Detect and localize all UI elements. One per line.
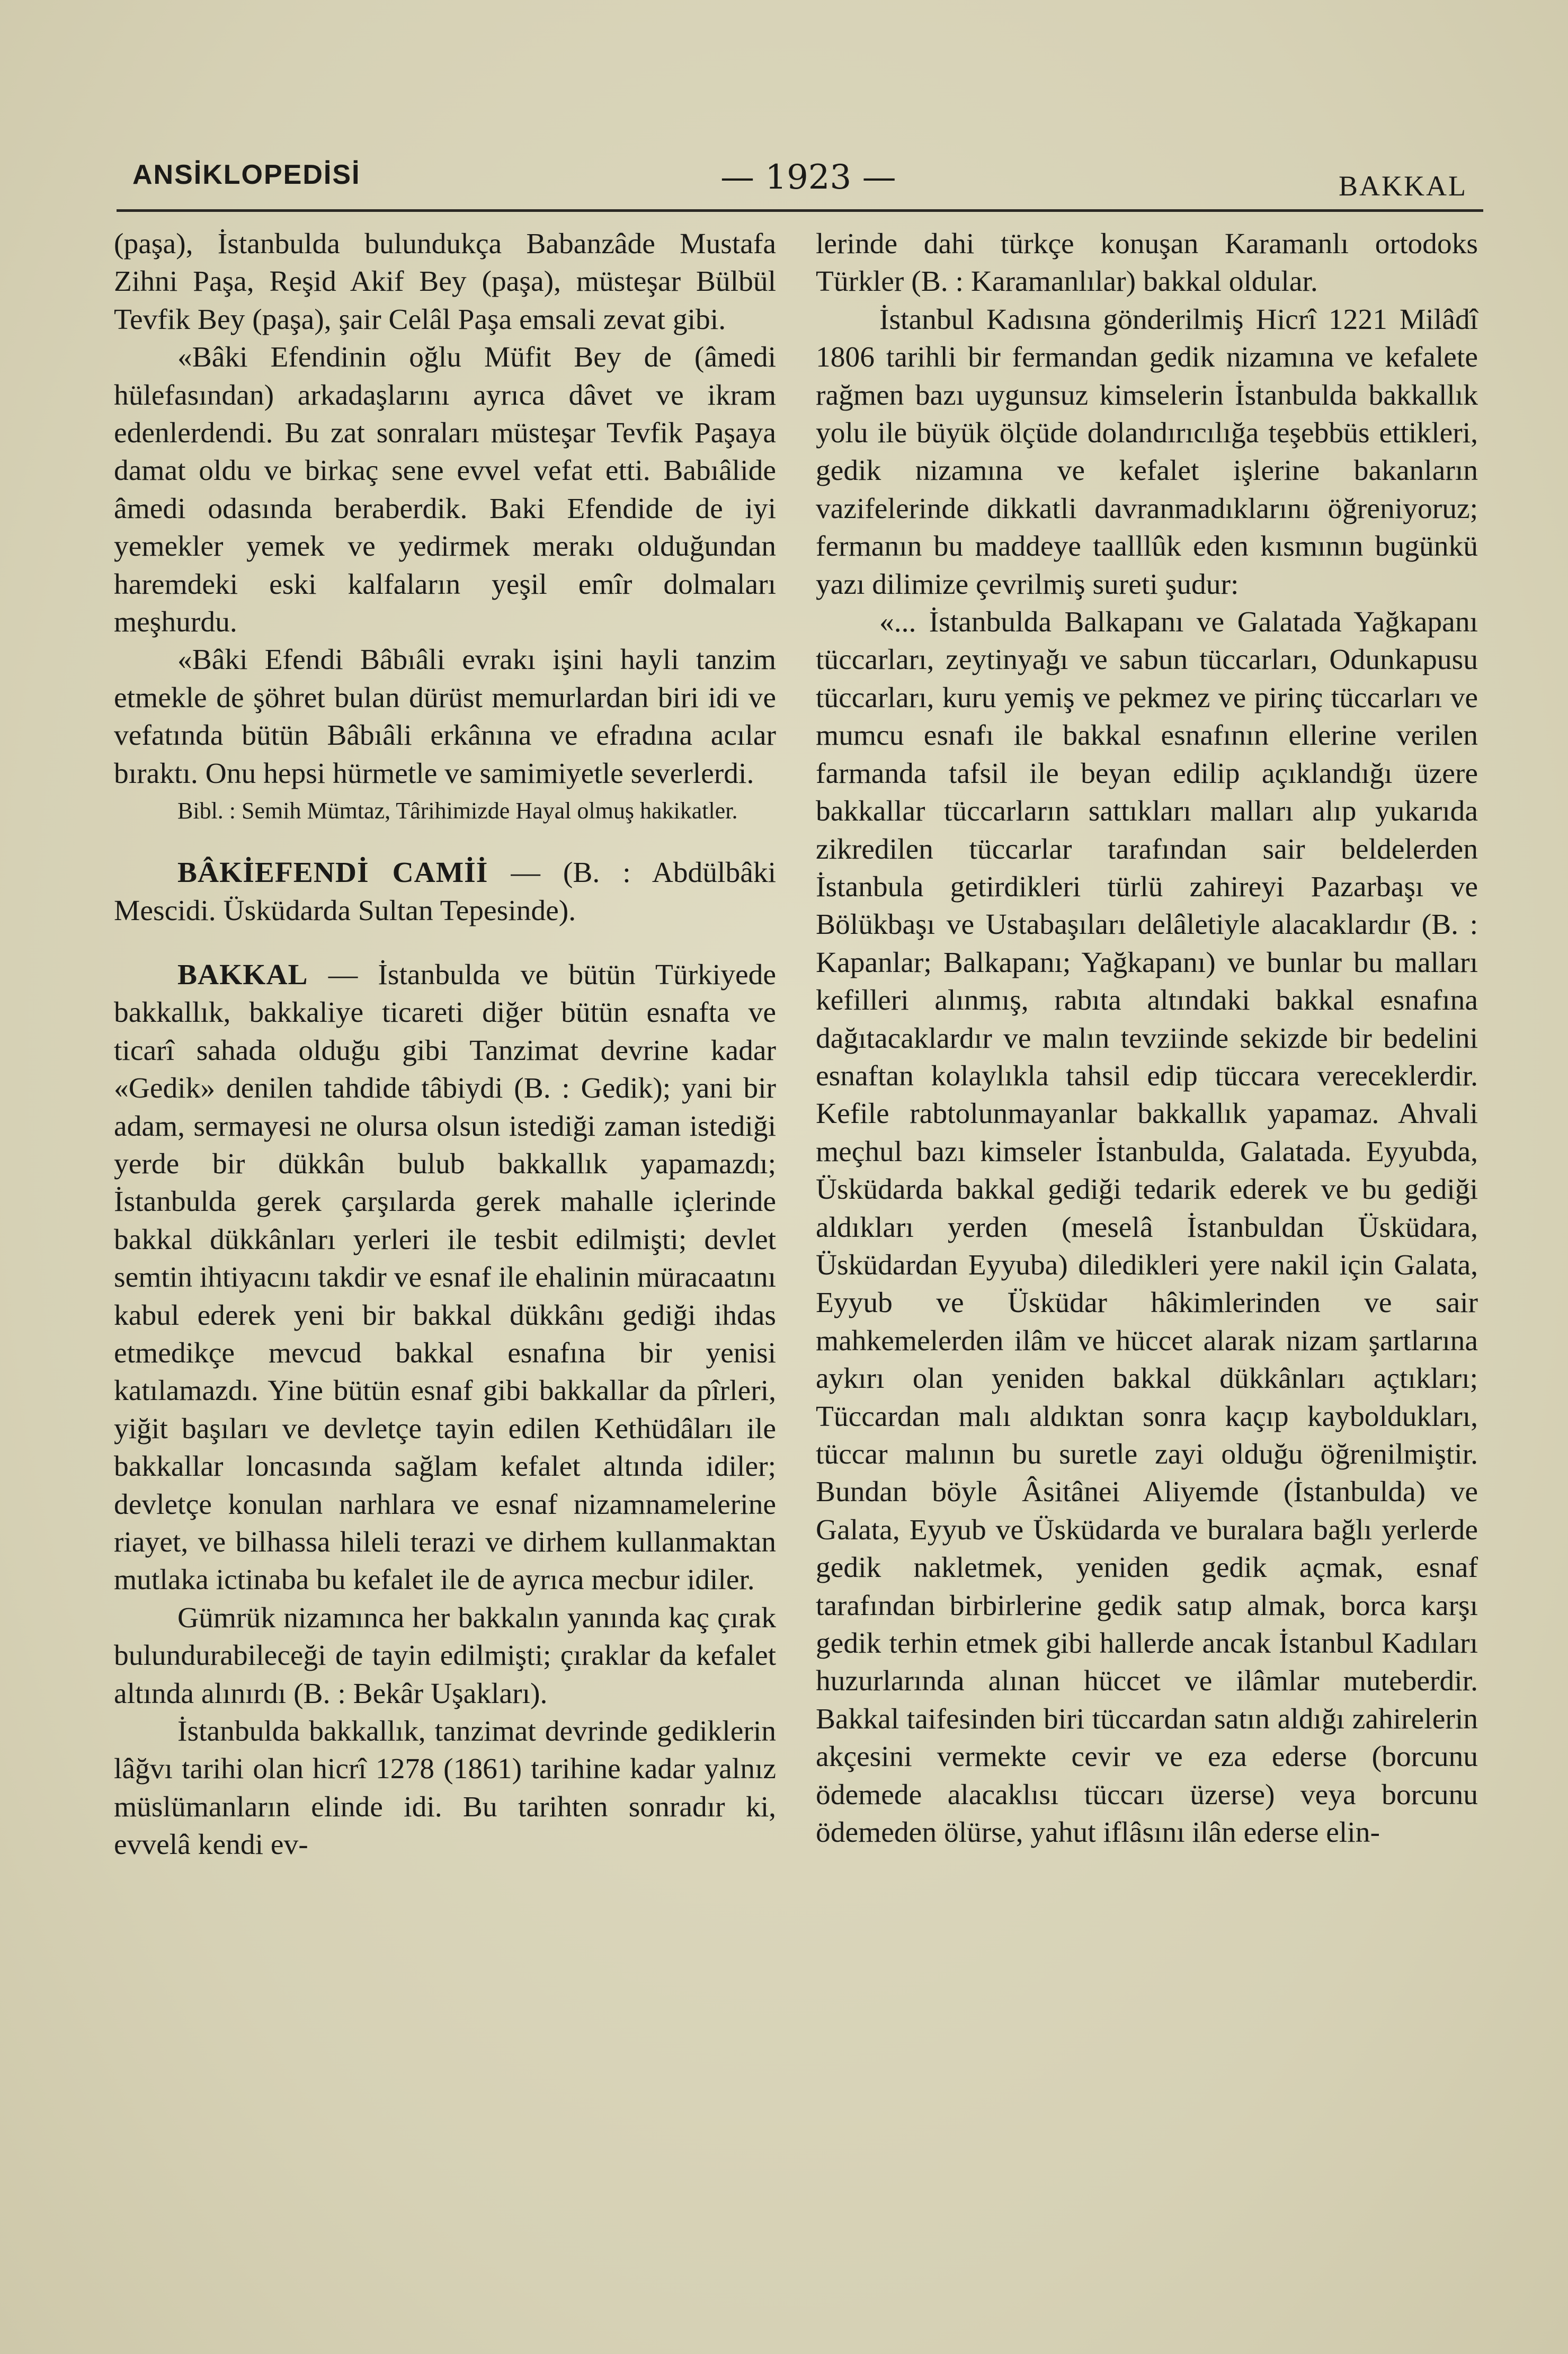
paragraph: lerinde dahi türkçe konuşan Karamanlı ortodoks Türkler (B. : Karamanlılar) bakkal oldular. (816, 228, 1478, 298)
paragraph: (paşa), İstanbulda bulundukça Babanzâde Mustafa Zihni Paşa, Reşid Akif Bey (paşa), müsteşar Bülbül Tevfik Bey (paşa), şair Celâl Paşa emsali zevat gibi. (114, 228, 776, 336)
left-column (114, 225, 776, 1864)
running-head-right: BAKKAL (1339, 170, 1467, 202)
bibliography: Bibl. : Semih Mümtaz, Târihimizde Hayal olmuş hakikatler. (177, 798, 738, 824)
page-number: — 1923 — (720, 158, 896, 197)
paragraph: İstanbulda bakkallık, tanzimat devrinde gediklerin lâğvı tarihi olan hicrî 1278 (1861) tarihine kadar yalnız müslümanların elinde idi. Bu tarihten sonradır ki, evvelâ kendi ev- (114, 1715, 776, 1861)
quoted-ferman: «... İstanbulda Balkapanı ve Galatada Yağkapanı tüccarları, zeytinyağı ve sabun tüccarları, Odunkapusu tüccarları, kuru yemiş ve pekmez ve pirinç tüccarları ve mumcu esnafı ile bakkal esnafının ellerine verilen farmanda tafsil ile beyan edilip açıklandığı üzere bakkallar tüccarların sattıkları malları alıp yukarıda zikredilen tüccarlar tarafından sair beldelerden İstanbula getirdikleri türlü zahireyi Pazarbaşı ve Bölükbaşı ve Ustabaşıları delâletiyle alacaklardır (B. : Kapanlar; Balkapanı; Yağkapanı) ve bunlar bu malları kefilleri alınmış, rabıta altındaki bakkal esnafına dağıtacaklardır ve malın tevziinde sekizde bir bedelini esnaftan kolaylıkla tahsil edip tüccara vereceklerdir. Kefile rabtolunmayanlar bakkallık yapamaz. Ahvali meçhul bazı kimseler İstanbulda, Galatada. Eyyubda, Üsküdarda bakkal gediği tedarik ederek ve bu gediği aldıkları yerden (meselâ İstanbuldan Üsküdara, Üsküdardan Eyyuba) diledikleri yere nakil için Galata, Eyyub ve Üsküdar hâkimlerinden ve sair mahkemelerden ilâm ve hüccet alarak nizam şartlarına aykırı olan yeniden bakkal dükkânları açtıkları; Tüccardan malı aldıktan sonra kaçıp kayboldukları, tüccar malının bu suretle zayi olduğu öğrenilmiştir. Bundan böyle Âsitânei Aliyemde (İstanbulda) ve Galata, Eyyub ve Üsküdarda ve buralara bağlı yerlerde gedik nakletmek, yeniden gedik açmak, esnaf tarafından birbirlerine gedik satıp almak, borca karşı gedik terhin etmek gibi hallerde ancak İstanbul Kadıları huzurlarında alınan hüccet ve ilâmlar muteberdir. Bakkal taifesinden biri tüccardan satın aldığı zahirelerin akçesini vermekte cevir ve eza ederse (borcunu ödemede alacaklısı tüccarı üzerse) veya borcunu ödemeden ölürse, yahut iflâsını ilân ederse elin- (816, 606, 1478, 1849)
entry-bakiefendi-camii (114, 854, 776, 930)
entry-bakkal (114, 956, 776, 1599)
entry-text: — (B. : Abdülbâki Mescidi. Üsküdarda Sultan Tepesinde). (114, 857, 776, 927)
right-column (816, 225, 1478, 1851)
running-head-left: ANSİKLOPEDİSİ (132, 159, 361, 190)
paragraph: «Bâki Efendinin oğlu Müfit Bey de (âmedi hülefasından) arkadaşlarını ayrıca dâvet ve ikram edenlerdendi. Bu zat sonraları müsteşar Tevfik Paşaya damat oldu ve birkaç sene evvel vefat etti. Babıâlide âmedi odasında beraberdik. Baki Efendide de iyi yemekler yemek ve yedirmek merakı olduğundan haremdeki eski kalfaların yeşil emîr dolmaları meşhurdu. (114, 341, 776, 639)
paragraph: İstanbul Kadısına gönderilmiş Hicrî 1221 Milâdî 1806 tarihli bir fermandan gedik nizamına ve kefalete rağmen bazı uygunsuz kimselerin İstanbulda bakkallık yolu ile büyük ölçüde dolandırıcılığa teşebbüs ettikleri, gedik nizamına ve kefalet işlerine bakanların vazifelerinde dikkatli davranmadıklarını öğreniyoruz; fermanın bu maddeye taalllûk eden kısmının bugünkü yazı dilimize çevrilmiş sureti şudur: (816, 303, 1478, 601)
entry-headword: BÂKİEFENDİ CAMİİ (177, 857, 488, 889)
header-rule (117, 209, 1483, 212)
paragraph: Gümrük nizamınca her bakkalın yanında kaç çırak bulundurabileceği de tayin edilmişti; çıraklar da kefalet altında alınırdı (B. : Bekâr Uşakları). (114, 1601, 776, 1710)
entry-text: — İstanbulda ve bütün Türkiyede bakkallık, bakkaliye ticareti diğer bütün esnafta ve ticarî sahada olduğu gibi Tanzimat devrine kadar «Gedik» denilen tahdide tâbiydi (B. : Gedik); yani bir adam, sermayesi ne olursa olsun istediği zaman istediği yerde bir dükkân bulub bakkallık yapamazdı; İstanbulda gerek çarşılarda gerek mahalle içlerinde bakkal dükkânları yerleri ile tesbit edilmişti; devlet semtin ihtiyacını takdir ve esnaf ile ehalinin müracaatını kabul ederek yeni bir bakkal dükkânı gediği ihdas etmedikçe mevcud bakkal esnafına bir yenisi katılamazdı. Yine bütün esnaf gibi bakkallar da pîrleri, yiğit başıları ve devletçe tayin edilen Kethüdâları ile bakkallar loncasında sağlam kefalet altında idiler; devletçe konulan narhlara ve esnaf nizamnamelerine riayet, ve bilhassa hileli terazi ve dirhem kullanmaktan mutlaka ictinaba bu kefalet ile de ayrıca mecbur idiler. (114, 958, 776, 1597)
page-header (117, 148, 1483, 207)
entry-headword: BAKKAL (177, 958, 308, 991)
paragraph: «Bâki Efendi Bâbıâli evrakı işini hayli tanzim etmekle de şöhret bulan dürüst memurlardan biri idi ve vefatında bütün Bâbıâli erkânına ve efradına acılar bıraktı. Onu hepsi hürmetle ve samimiyetle severlerdi. (114, 644, 776, 790)
